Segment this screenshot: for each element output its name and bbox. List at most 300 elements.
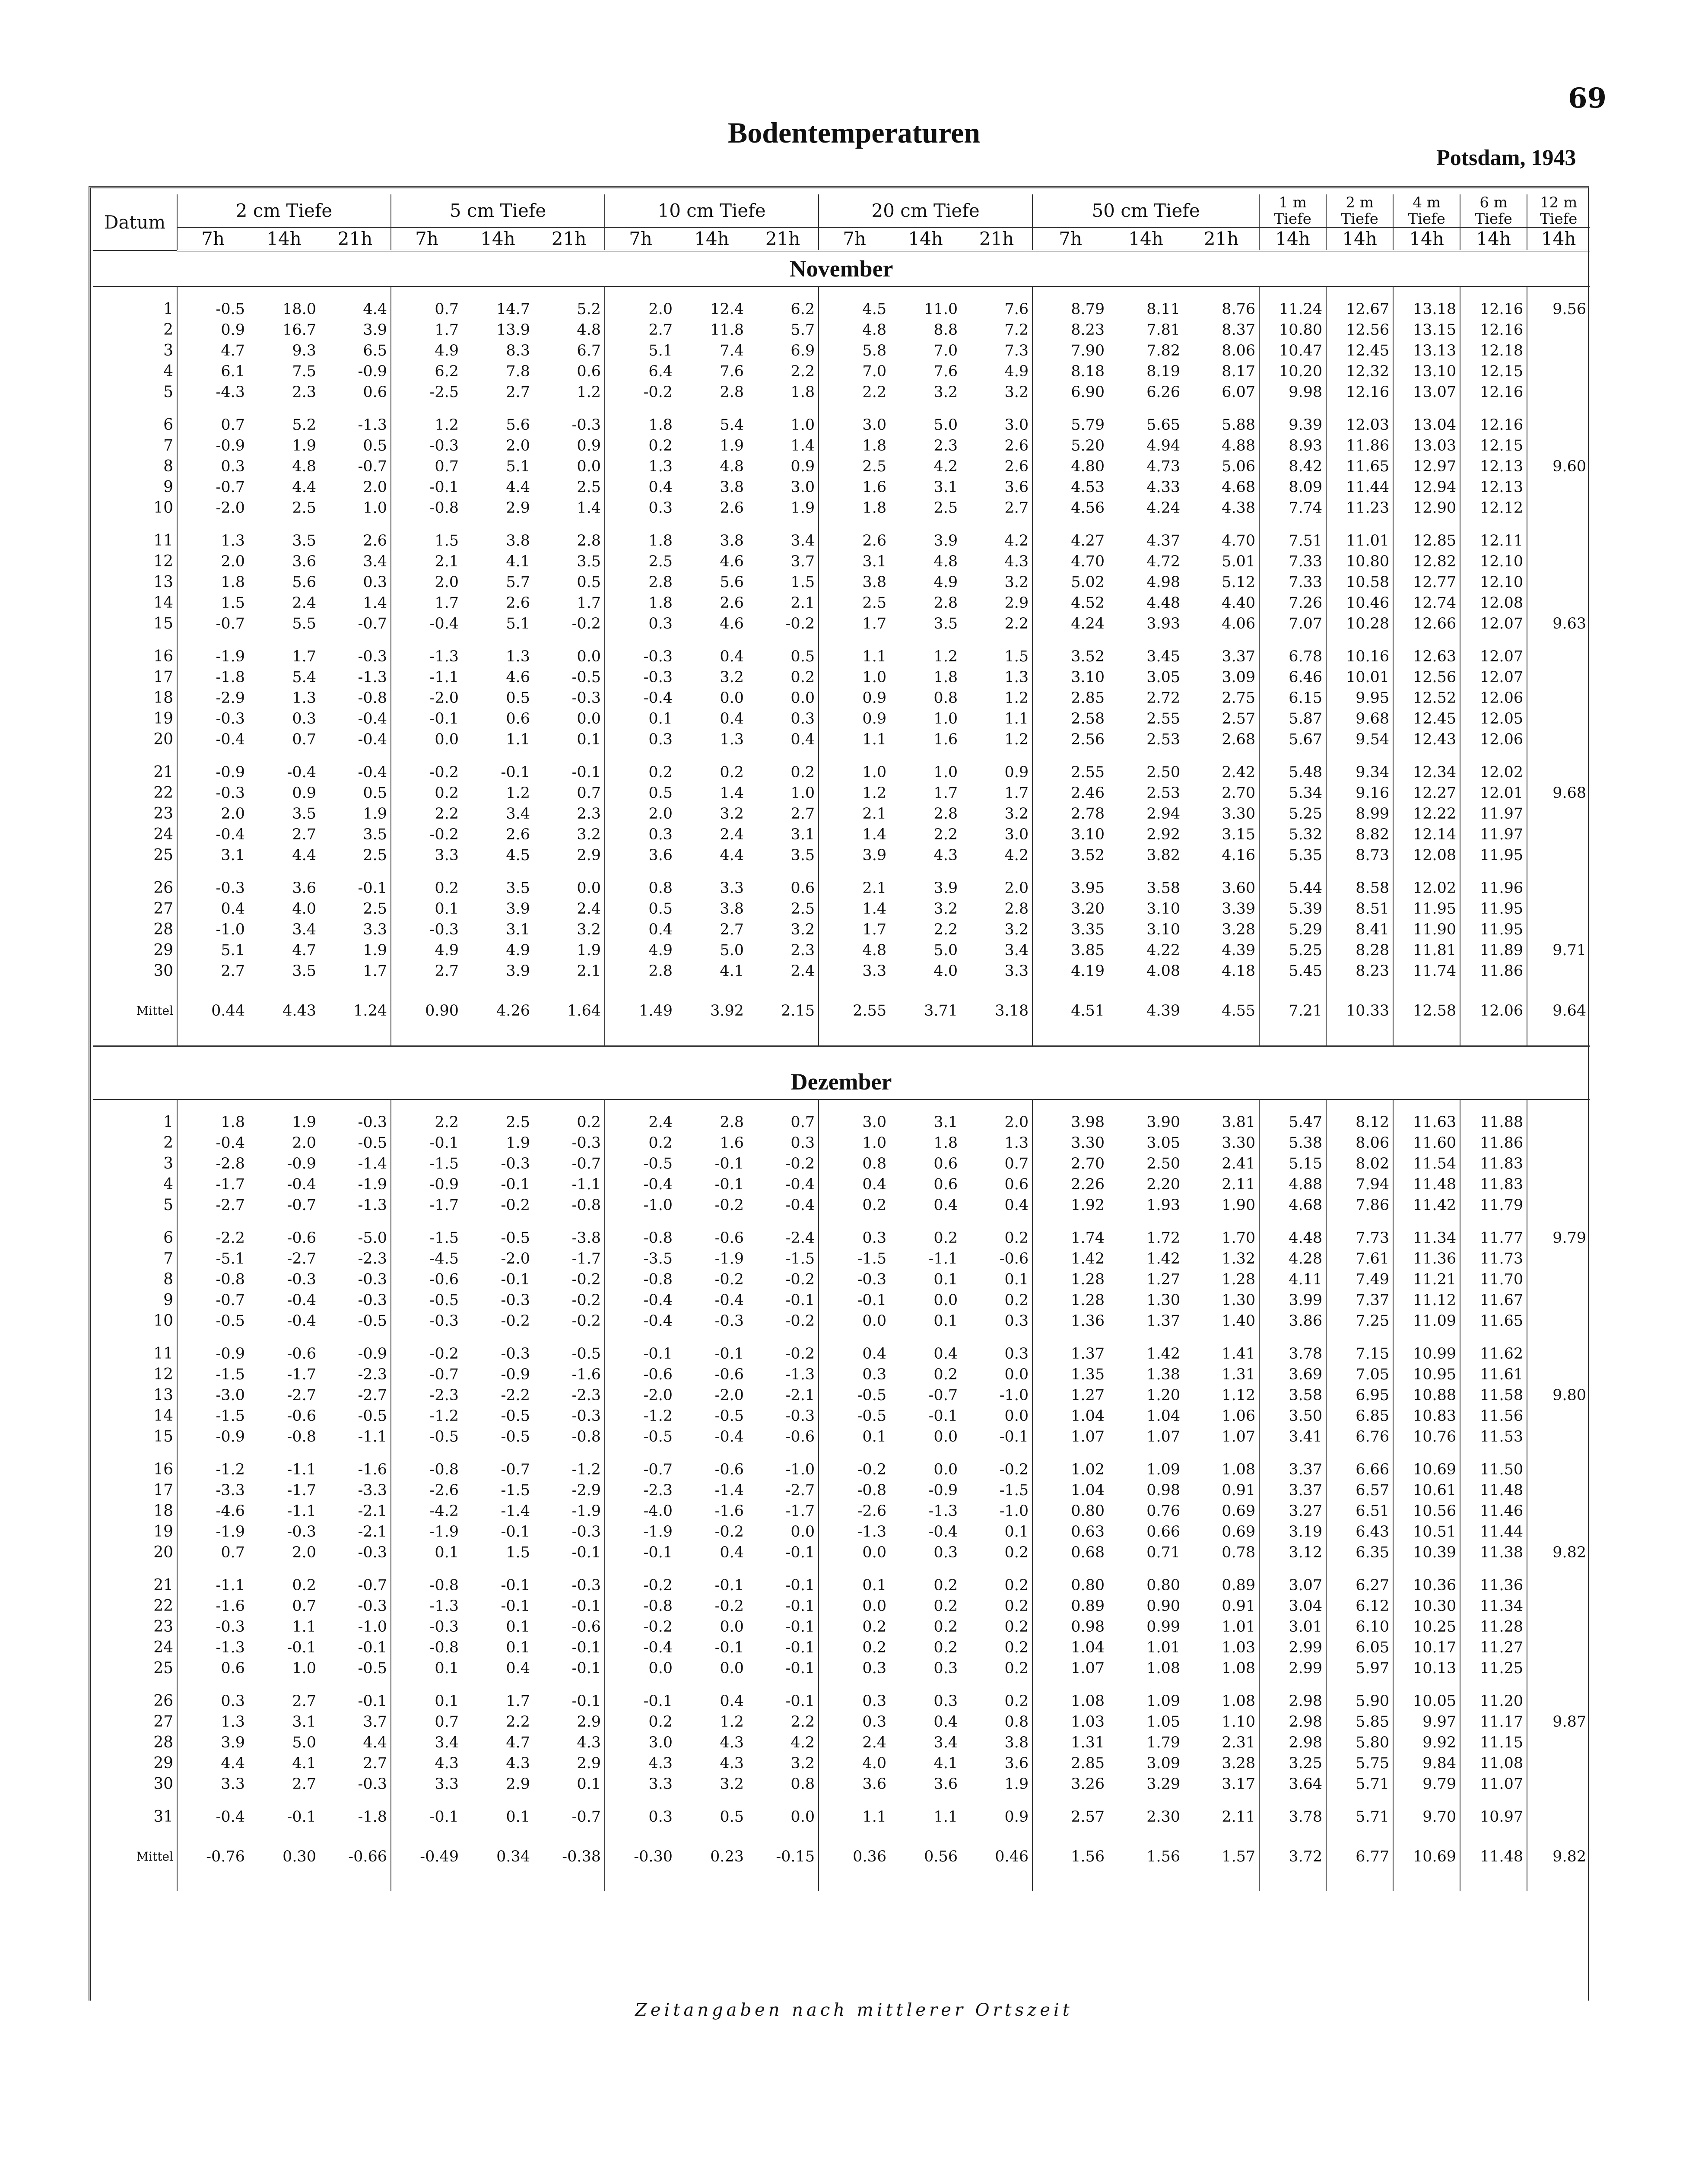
value-cell: 0.2 (819, 1195, 890, 1216)
value-cell: -2.8 (177, 1153, 248, 1174)
value-cell: 6.9 (791, 342, 815, 359)
gap-cell (747, 1099, 819, 1112)
value-cell: 1.7 (819, 919, 890, 940)
value-cell: 12.07 (1460, 667, 1527, 688)
value-cell: 3.1 (506, 921, 530, 938)
value-cell: 4.7 (177, 340, 248, 361)
mean-cell: 10.33 (1326, 994, 1393, 1046)
value-cell: 11.08 (1460, 1753, 1527, 1774)
gap-cell (676, 1563, 747, 1575)
value-cell: -0.3 (177, 783, 248, 804)
value-cell: 4.8 (933, 553, 958, 570)
gap-cell (1032, 1827, 1108, 1839)
header-time: 21h (320, 228, 391, 251)
value-cell: 11.53 (1460, 1426, 1527, 1447)
value-cell: 2.6 (819, 530, 890, 551)
value-cell: 0.1 (605, 708, 676, 729)
gap-cell (747, 1447, 819, 1459)
value-cell: 1.1 (819, 646, 890, 667)
value-cell: 6.95 (1326, 1385, 1393, 1406)
value-cell: 0.68 (1032, 1542, 1108, 1563)
value-cell: 0.6 (791, 880, 815, 897)
block-gap (93, 1216, 1590, 1228)
mean-cell: 7.21 (1259, 994, 1326, 1046)
value-cell: 3.3 (1004, 962, 1029, 980)
gap-cell (1460, 1216, 1527, 1228)
place-year: Potsdam, 1943 (1436, 146, 1576, 170)
value-cell: 3.98 (1032, 1112, 1108, 1133)
value-cell: 0.7 (292, 1598, 316, 1615)
gap-cell (177, 518, 248, 530)
gap-cell (177, 1099, 248, 1112)
value-cell: 1.07 (1032, 1658, 1108, 1679)
value-cell: -1.2 (177, 1459, 248, 1480)
value-cell: 3.09 (1222, 669, 1256, 686)
value-cell: 1.37 (1032, 1344, 1108, 1364)
value-cell (1527, 1406, 1590, 1426)
value-cell: -1.3 (391, 646, 462, 667)
value-cell: 8.8 (933, 321, 958, 339)
value-cell: 3.2 (791, 1755, 815, 1772)
value-cell: 3.5 (933, 615, 958, 632)
value-cell: -1.1 (358, 1428, 387, 1445)
value-cell (1527, 1195, 1590, 1216)
gap-cell (819, 982, 890, 994)
table-row (93, 1596, 1590, 1617)
value-cell: 0.7 (577, 785, 601, 802)
gap-cell (747, 750, 819, 762)
value-cell (1527, 1691, 1590, 1712)
value-cell: -0.5 (571, 1345, 601, 1363)
gap-cell (676, 1795, 747, 1807)
value-cell (1527, 1426, 1590, 1447)
value-cell: 0.7 (391, 1712, 462, 1732)
value-cell: 2.41 (1222, 1155, 1256, 1172)
value-cell: 11.88 (1460, 1112, 1527, 1133)
gap-cell (676, 286, 747, 299)
gap-cell (1184, 1679, 1259, 1691)
value-cell: 10.46 (1326, 593, 1393, 613)
gap-cell (533, 286, 605, 299)
gap-cell (1184, 982, 1259, 994)
value-cell: 1.10 (1222, 1713, 1256, 1731)
gap-cell (1527, 1679, 1590, 1691)
value-cell (1527, 530, 1590, 551)
value-cell: 3.6 (292, 880, 316, 897)
value-cell (1527, 382, 1590, 403)
header-row-depths (93, 194, 1590, 228)
value-cell: 3.01 (1259, 1617, 1326, 1637)
value-cell: 3.10 (1032, 824, 1108, 845)
value-cell: 7.0 (819, 361, 890, 382)
value-cell: 0.8 (605, 878, 676, 899)
value-cell: 2.55 (1032, 762, 1108, 783)
value-cell: 3.30 (1032, 1133, 1108, 1153)
value-cell: 3.81 (1222, 1114, 1256, 1131)
value-cell: 3.5 (791, 847, 815, 864)
value-cell: -0.3 (287, 1271, 316, 1288)
gap-cell (605, 1827, 676, 1839)
value-cell: 2.50 (1146, 764, 1181, 781)
gap-cell (676, 634, 747, 646)
gap-cell (248, 1795, 320, 1807)
value-cell: -1.5 (819, 1248, 890, 1269)
table-row (93, 919, 1590, 940)
value-cell (1527, 646, 1590, 667)
gap-cell (93, 750, 177, 762)
gap-cell (1184, 1795, 1259, 1807)
value-cell: 2.46 (1032, 783, 1108, 804)
value-cell: 2.78 (1032, 804, 1108, 824)
day-cell: 30 (153, 1775, 173, 1793)
value-cell: 1.2 (1004, 689, 1029, 707)
value-cell: 1.7 (1004, 785, 1029, 802)
value-cell: 3.2 (791, 921, 815, 938)
value-cell: -0.3 (501, 1345, 530, 1363)
value-cell: 5.1 (506, 615, 530, 632)
gap-cell (1259, 634, 1326, 646)
value-cell: -1.7 (287, 1366, 316, 1383)
value-cell: 1.8 (819, 498, 890, 518)
value-cell: -0.1 (785, 1577, 815, 1594)
value-cell: 1.7 (292, 648, 316, 665)
value-cell: 4.9 (391, 340, 462, 361)
value-cell: 12.16 (1460, 382, 1527, 403)
gap-cell (605, 634, 676, 646)
value-cell: -0.6 (287, 1345, 316, 1363)
value-cell: 0.0 (933, 1461, 958, 1478)
value-cell: 1.1 (1004, 710, 1029, 727)
value-cell: 2.1 (819, 878, 890, 899)
value-cell: 12.90 (1393, 498, 1460, 518)
value-cell: -0.5 (358, 1660, 387, 1677)
value-cell: 3.9 (506, 900, 530, 918)
value-cell: -1.5 (177, 1364, 248, 1385)
value-cell: 9.68 (1527, 783, 1590, 804)
value-cell: 4.4 (506, 479, 530, 496)
mean-cell: 0.44 (177, 994, 248, 1046)
gap-cell (1326, 1827, 1393, 1839)
value-cell: 2.0 (1004, 1114, 1029, 1131)
gap-cell (177, 1827, 248, 1839)
value-cell: 4.88 (1259, 1174, 1326, 1195)
value-cell: 2.8 (720, 1114, 744, 1131)
value-cell: 1.37 (1146, 1312, 1181, 1330)
day-cell: 18 (153, 689, 173, 707)
value-cell: 0.3 (819, 1364, 890, 1385)
value-cell: 1.8 (933, 1134, 958, 1152)
value-cell: 0.1 (1004, 1271, 1029, 1288)
value-cell: -0.1 (501, 1176, 530, 1193)
value-cell: 8.28 (1326, 940, 1393, 961)
value-cell: 2.5 (363, 847, 387, 864)
value-cell: -1.2 (605, 1406, 676, 1426)
gap-cell (1032, 286, 1108, 299)
value-cell: 8.18 (1032, 361, 1108, 382)
value-cell: 11.86 (1460, 1133, 1527, 1153)
gap-cell (1108, 866, 1184, 878)
value-cell: 2.98 (1259, 1732, 1326, 1753)
value-cell: 0.1 (933, 1312, 958, 1330)
value-cell: -0.7 (177, 477, 248, 498)
gap-cell (1108, 1827, 1184, 1839)
gap-cell (533, 750, 605, 762)
value-cell: 6.43 (1326, 1522, 1393, 1542)
gap-cell (391, 518, 462, 530)
day-cell: 6 (163, 1229, 173, 1247)
table-row (93, 435, 1590, 456)
value-cell: 6.66 (1326, 1459, 1393, 1480)
value-cell: 4.1 (933, 1755, 958, 1772)
value-cell: 2.9 (506, 1776, 530, 1793)
day-cell: 8 (163, 1271, 173, 1288)
value-cell: 1.1 (819, 729, 890, 750)
value-cell: 1.31 (1222, 1366, 1256, 1383)
value-cell: 2.3 (791, 942, 815, 959)
value-cell: 7.73 (1326, 1228, 1393, 1248)
value-cell: 4.5 (506, 847, 530, 864)
value-cell: 4.8 (819, 940, 890, 961)
value-cell (1527, 1575, 1590, 1596)
gap-cell (747, 1563, 819, 1575)
gap-cell (605, 1447, 676, 1459)
gap-cell (248, 1216, 320, 1228)
header-time: 14h (1393, 228, 1460, 251)
value-cell: 5.80 (1326, 1732, 1393, 1753)
value-cell: 10.99 (1393, 1344, 1460, 1364)
value-cell: 12.06 (1460, 729, 1527, 750)
gap-cell (890, 518, 961, 530)
value-cell: 2.5 (819, 456, 890, 477)
value-cell: 12.08 (1393, 845, 1460, 866)
value-cell: 0.2 (720, 764, 744, 781)
value-cell: 1.6 (819, 477, 890, 498)
value-cell: 3.10 (1146, 900, 1181, 918)
gap-cell (1527, 1563, 1590, 1575)
value-cell: 3.4 (933, 1734, 958, 1751)
value-cell (1527, 919, 1590, 940)
value-cell: 2.55 (1146, 710, 1181, 727)
value-cell: 0.0 (933, 1428, 958, 1445)
value-cell: -0.8 (391, 498, 462, 518)
value-cell: 2.85 (1032, 688, 1108, 708)
table-row (93, 613, 1590, 634)
value-cell: 10.58 (1326, 572, 1393, 593)
value-cell: 3.4 (791, 532, 815, 550)
gap-cell (1326, 1563, 1393, 1575)
value-cell: 1.8 (819, 435, 890, 456)
value-cell: 1.3 (292, 689, 316, 707)
table-row (93, 646, 1590, 667)
value-cell: 2.2 (791, 363, 815, 380)
value-cell: 0.0 (819, 1311, 890, 1331)
gap-cell (1460, 1563, 1527, 1575)
value-cell (1527, 899, 1590, 919)
day-cell: 22 (153, 784, 173, 802)
value-cell: 0.0 (720, 689, 744, 707)
value-cell: 2.57 (1032, 1807, 1108, 1827)
value-cell: 2.92 (1146, 826, 1181, 843)
value-cell: -0.8 (177, 1269, 248, 1290)
separator-cell (93, 1046, 1590, 1064)
value-cell: 2.5 (292, 499, 316, 517)
gap-cell (320, 1827, 391, 1839)
value-cell: 0.9 (1004, 764, 1029, 781)
value-cell: 0.3 (605, 613, 676, 634)
header-depth-single: 2 m Tiefe (1326, 194, 1393, 228)
value-cell: 8.23 (1326, 961, 1393, 982)
value-cell: 3.3 (177, 1774, 248, 1795)
value-cell: 5.88 (1222, 416, 1256, 434)
value-cell: 5.7 (506, 574, 530, 591)
value-cell: 0.0 (1004, 1407, 1029, 1425)
value-cell: 3.0 (791, 479, 815, 496)
value-cell: -0.5 (571, 669, 601, 686)
value-cell: 3.6 (605, 845, 676, 866)
value-cell: 2.5 (605, 551, 676, 572)
value-cell: 0.1 (577, 1776, 601, 1793)
value-cell: 6.76 (1326, 1426, 1393, 1447)
value-cell: 1.70 (1222, 1229, 1256, 1247)
gap-cell (533, 1447, 605, 1459)
value-cell: 0.1 (577, 731, 601, 748)
value-cell: 5.5 (292, 615, 316, 632)
value-cell: 1.5 (506, 1544, 530, 1561)
value-cell: -0.8 (819, 1480, 890, 1501)
value-cell: 0.5 (506, 689, 530, 707)
gap-cell (1184, 634, 1259, 646)
value-cell: 0.4 (933, 1713, 958, 1731)
table-row (93, 1480, 1590, 1501)
mean-row (93, 1839, 1590, 1891)
value-cell: 1.36 (1032, 1311, 1108, 1331)
gap-cell (391, 1563, 462, 1575)
gap-cell (533, 1216, 605, 1228)
table-row (93, 320, 1590, 340)
value-cell: 12.14 (1393, 824, 1460, 845)
table-row (93, 1658, 1590, 1679)
value-cell: -0.3 (501, 1155, 530, 1172)
value-cell: 3.39 (1222, 900, 1256, 918)
gap-cell (605, 518, 676, 530)
value-cell (1527, 477, 1590, 498)
value-cell: 0.9 (791, 458, 815, 475)
value-cell: -0.5 (819, 1385, 890, 1406)
value-cell: 11.46 (1460, 1501, 1527, 1522)
value-cell: -0.7 (287, 1197, 316, 1214)
value-cell: 12.16 (1460, 415, 1527, 435)
value-cell: 5.1 (506, 458, 530, 475)
value-cell: 4.8 (720, 458, 744, 475)
gap-cell (320, 1331, 391, 1344)
gap-cell (1393, 750, 1460, 762)
value-cell: 13.04 (1393, 415, 1460, 435)
value-cell: 18.0 (283, 301, 316, 318)
value-cell: 8.93 (1259, 435, 1326, 456)
value-cell: 3.6 (1004, 479, 1029, 496)
header-time: 14h (1259, 228, 1326, 251)
value-cell: 0.91 (1222, 1598, 1256, 1615)
value-cell: 9.16 (1326, 783, 1393, 804)
value-cell: 3.9 (506, 962, 530, 980)
day-cell: 13 (153, 1386, 173, 1404)
value-cell: -0.4 (605, 1290, 676, 1311)
table-row (93, 299, 1590, 320)
gap-cell (248, 518, 320, 530)
value-cell: -0.2 (501, 1312, 530, 1330)
value-cell: 3.2 (577, 826, 601, 843)
day-cell: 12 (153, 553, 173, 570)
value-cell: -1.7 (391, 1195, 462, 1216)
value-cell (1527, 1174, 1590, 1195)
value-cell: 7.05 (1326, 1364, 1393, 1385)
value-cell: 5.71 (1326, 1807, 1393, 1827)
table-row (93, 340, 1590, 361)
block-gap (93, 1679, 1590, 1691)
value-cell: 0.2 (391, 878, 462, 899)
value-cell: 3.3 (391, 845, 462, 866)
day-cell: 14 (153, 1407, 173, 1425)
value-cell: 9.92 (1393, 1732, 1460, 1753)
value-cell: 7.82 (1146, 342, 1181, 359)
table-row (93, 1311, 1590, 1331)
block-gap (93, 518, 1590, 530)
gap-cell (1393, 634, 1460, 646)
value-cell: -1.4 (714, 1482, 744, 1499)
mean-cell: -0.49 (391, 1839, 462, 1891)
gap-cell (961, 1216, 1032, 1228)
value-cell: 1.7 (933, 785, 958, 802)
value-cell: 0.2 (1004, 1577, 1029, 1594)
header-time: 21h (533, 228, 605, 251)
gap-cell (961, 1447, 1032, 1459)
value-cell: -2.0 (391, 688, 462, 708)
value-cell: 0.4 (177, 899, 248, 919)
value-cell: 1.9 (292, 1114, 316, 1131)
gap-cell (1259, 1216, 1326, 1228)
gap-cell (177, 1563, 248, 1575)
value-cell: 4.40 (1222, 594, 1256, 612)
value-cell: 3.1 (177, 845, 248, 866)
value-cell: -0.5 (358, 1134, 387, 1152)
value-cell: 10.51 (1393, 1522, 1460, 1542)
value-cell: 1.5 (791, 574, 815, 591)
mean-cell: -0.30 (605, 1839, 676, 1891)
gap-cell (1259, 1679, 1326, 1691)
value-cell: -0.1 (391, 1807, 462, 1827)
value-cell: 6.10 (1326, 1617, 1393, 1637)
value-cell: 5.1 (605, 340, 676, 361)
value-cell: 3.7 (363, 1713, 387, 1731)
table-row (93, 456, 1590, 477)
value-cell: 4.6 (720, 553, 744, 570)
value-cell: -0.3 (358, 1292, 387, 1309)
day-cell: 9 (163, 478, 173, 496)
value-cell: 2.50 (1146, 1155, 1181, 1172)
value-cell: 0.3 (177, 1691, 248, 1712)
gap-cell (819, 1447, 890, 1459)
value-cell: 3.4 (506, 805, 530, 823)
value-cell: -0.6 (571, 1618, 601, 1636)
value-cell: 1.8 (933, 669, 958, 686)
value-cell: 3.2 (933, 900, 958, 918)
gap-cell (391, 1827, 462, 1839)
value-cell: 6.12 (1326, 1596, 1393, 1617)
value-cell: -0.1 (714, 1345, 744, 1363)
value-cell: -0.7 (571, 1155, 601, 1172)
gap-cell (676, 750, 747, 762)
value-cell: 0.6 (933, 1176, 958, 1193)
